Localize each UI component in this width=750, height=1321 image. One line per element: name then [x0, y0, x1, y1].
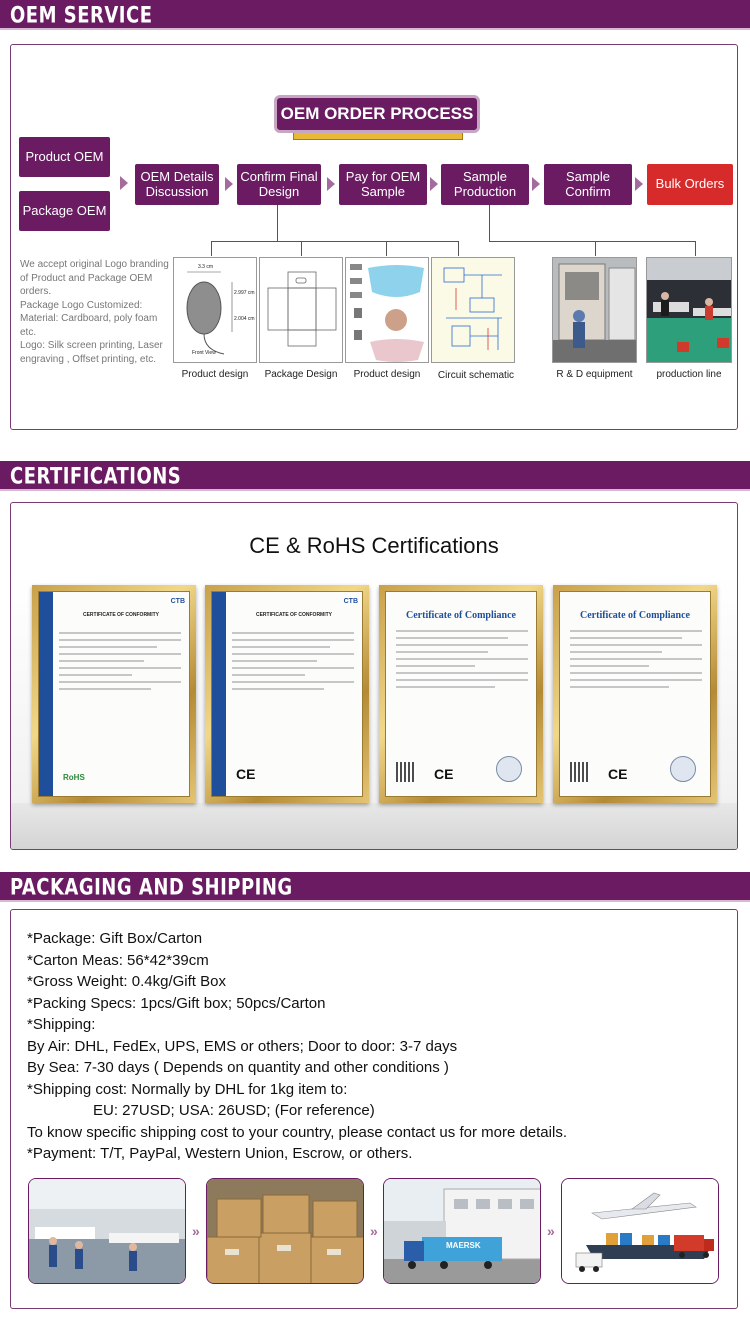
production-line-photo	[646, 257, 732, 363]
connector-line	[489, 205, 490, 241]
certifications-heading: CERTIFICATIONS	[10, 462, 182, 490]
oem-order-process-title: OEM ORDER PROCESS	[274, 95, 480, 133]
cert-name: CERTIFICATE OF CONFORMITY	[82, 612, 159, 618]
description-line: etc.	[20, 326, 37, 338]
ce-mark: CE	[434, 766, 454, 782]
cert-brand: CTB	[170, 598, 185, 605]
rohs-mark: RoHS	[63, 773, 85, 782]
pack-line-contact: To know specific shipping cost to your country, please contact us for more details.	[27, 1123, 567, 1141]
product-design-photo	[345, 257, 429, 363]
chevron-icon	[120, 176, 128, 190]
caption-package-design: Package Design	[264, 369, 338, 380]
cert-name: Certificate of Compliance	[406, 610, 516, 621]
packaging-shipping-heading: PACKAGING AND SHIPPING	[10, 873, 293, 901]
pack-line-rates: EU: 27USD; USA: 26USD; (For reference)	[93, 1102, 375, 1119]
double-arrow-icon: »	[192, 1223, 200, 1239]
certificate-frame-compliance-2	[553, 585, 717, 803]
floor	[11, 803, 737, 850]
description-line: Package Logo Customized:	[20, 299, 143, 311]
dimension-label: 2.997 cm	[234, 290, 255, 296]
pack-line-package: *Package: Gift Box/Carton	[27, 930, 203, 947]
certificate-frame-ce	[205, 585, 369, 803]
certificate-frame-rohs	[32, 585, 196, 803]
certifications-panel	[10, 502, 738, 850]
description-line: Logo: Silk screen printing, Laser	[20, 340, 163, 351]
chevron-icon	[225, 177, 233, 191]
rd-equipment-photo	[552, 257, 637, 363]
truck-label: MAERSK	[446, 1241, 481, 1250]
oem-service-heading: OEM SERVICE	[10, 1, 153, 29]
connector-line	[595, 241, 596, 256]
cert-name: Certificate of Compliance	[580, 610, 690, 621]
oem-service-banner	[0, 0, 750, 30]
seal-icon	[670, 756, 696, 782]
warehouse-truck-photo	[383, 1178, 541, 1284]
connector-line	[695, 241, 696, 256]
description-line: We accept original Logo branding	[20, 259, 169, 270]
certificate-display	[11, 575, 737, 850]
qr-code-icon	[570, 762, 590, 782]
chevron-icon	[635, 177, 643, 191]
pack-line-payment: *Payment: T/T, PayPal, Western Union, Escrow, or others.	[27, 1145, 413, 1162]
packaging-details	[27, 928, 567, 1165]
step-sample-confirm: Sample Confirm	[544, 164, 632, 205]
ce-mark: CE	[608, 766, 628, 782]
description-line: orders.	[20, 286, 52, 297]
oem-panel	[10, 44, 738, 430]
cartons-photo	[206, 1178, 364, 1284]
shipping-modes-photo	[561, 1178, 719, 1284]
connector-line	[301, 241, 302, 256]
step-confirm-final-design: Confirm Final Design	[237, 164, 321, 205]
caption-production-line: production line	[656, 369, 722, 380]
chevron-icon	[430, 177, 438, 191]
certificate-frame-compliance-1	[379, 585, 543, 803]
connector-line	[211, 241, 212, 256]
connector-line	[489, 241, 695, 242]
pack-line-shipping: *Shipping:	[27, 1016, 96, 1033]
factory-photo	[28, 1178, 186, 1284]
packaging-shipping-banner	[0, 872, 750, 902]
pack-line-cost: *Shipping cost: Normally by DHL for 1kg item to:	[27, 1080, 348, 1098]
ce-mark: CE	[236, 766, 256, 782]
package-design-thumb	[259, 257, 343, 363]
caption-rd-equipment: R & D equipment	[556, 369, 633, 380]
connector-line	[277, 205, 278, 241]
description-line: engraving , Offset printing, etc.	[20, 353, 157, 365]
chevron-icon	[327, 177, 335, 191]
dimension-label: 3.3 cm	[198, 264, 214, 270]
step-oem-details-discussion: OEM Details Discussion	[135, 164, 219, 205]
certifications-title: CE & RoHS Certifications	[249, 533, 499, 558]
cert-brand: CTB	[343, 598, 358, 605]
connector-line	[211, 241, 459, 242]
step-sample-production: Sample Production	[441, 164, 529, 205]
packaging-panel	[10, 909, 738, 1309]
certifications-banner	[0, 461, 750, 491]
step-bulk-orders: Bulk Orders	[647, 164, 733, 205]
description-line: of Product and Package OEM	[20, 272, 153, 284]
pack-line-air: By Air: DHL, FedEx, UPS, EMS or others; Door to door: 3-7 days	[27, 1037, 458, 1055]
pack-line-weight: *Gross Weight: 0.4kg/Gift Box	[27, 973, 226, 990]
qr-code-icon	[396, 762, 416, 782]
chevron-icon	[532, 177, 540, 191]
dimension-label: Front View	[192, 350, 216, 356]
product-design-thumb	[173, 257, 257, 363]
pack-line-sea: By Sea: 7-30 days ( Depends on quantity and other conditions )	[27, 1059, 449, 1076]
double-arrow-icon: »	[547, 1223, 555, 1239]
circuit-schematic-thumb	[431, 257, 515, 363]
package-oem-box: Package OEM	[19, 191, 110, 231]
caption-product-design: Product design	[181, 369, 249, 380]
pack-line-specs: *Packing Specs: 1pcs/Gift box; 50pcs/Carton	[27, 994, 326, 1012]
connector-line	[386, 241, 387, 256]
cert-name: CERTIFICATE OF CONFORMITY	[255, 612, 332, 618]
title-pill-stem	[293, 132, 463, 140]
connector-line	[458, 241, 459, 256]
caption-product-design-2: Product design	[353, 369, 421, 380]
oem-description	[20, 258, 180, 366]
step-pay-for-oem-sample: Pay for OEM Sample	[339, 164, 427, 205]
seal-icon	[496, 756, 522, 782]
caption-circuit-schematic: Circuit schematic	[437, 370, 515, 381]
product-oem-box: Product OEM	[19, 137, 110, 177]
double-arrow-icon: »	[370, 1223, 378, 1239]
description-line: Material: Cardboard, poly foam	[20, 313, 158, 324]
pack-line-carton: *Carton Meas: 56*42*39cm	[27, 951, 209, 969]
dimension-label: 2.004 cm	[234, 316, 255, 322]
